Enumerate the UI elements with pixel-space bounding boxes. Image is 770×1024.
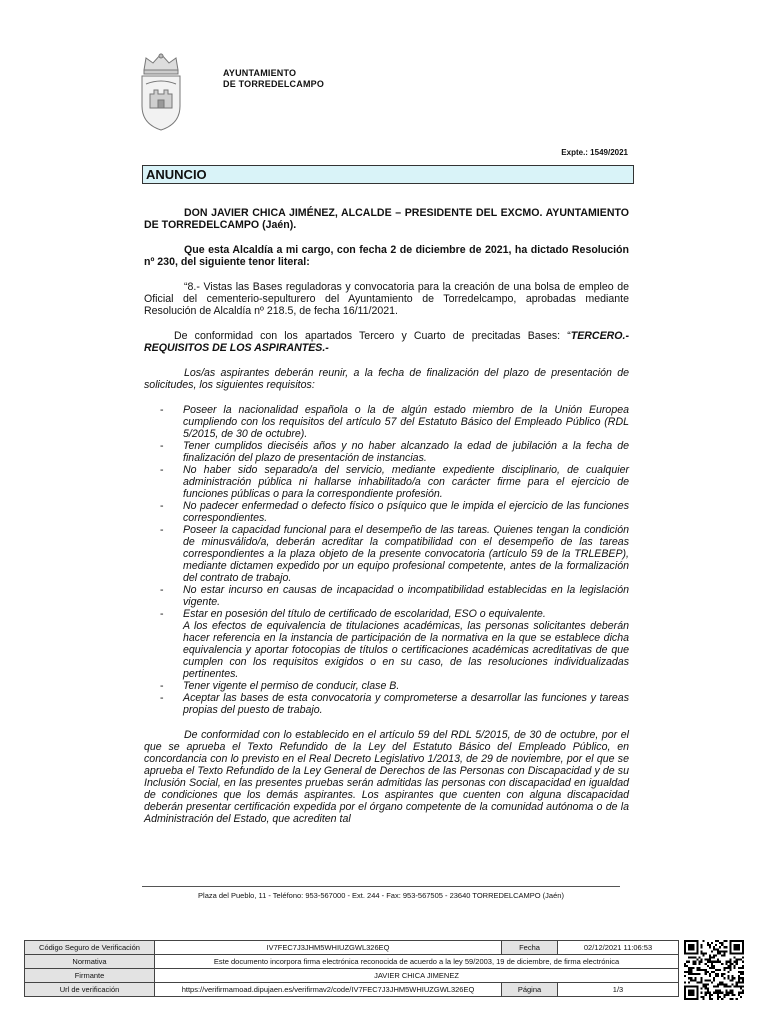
list-dash: -	[160, 464, 164, 476]
requirement-item	[144, 584, 629, 608]
requirement-item	[144, 500, 629, 524]
date-value: 02/12/2021 11:06:53	[558, 941, 679, 955]
requirement-text: Poseer la nacionalidad española o la de algún estado miembro de la Unión Europea cumpliendo con los requisitos del artículo 57 del Estatuto Básico del Empleado Público (RDL 5/2015, de 30 de octubre).	[183, 404, 629, 440]
requirement-text: Estar en posesión del título de certificado de escolaridad, ESO o equivalente.	[183, 608, 546, 620]
list-dash: -	[160, 692, 164, 704]
requirement-item	[144, 680, 629, 692]
list-dash: -	[160, 500, 164, 512]
list-dash: -	[160, 440, 164, 452]
requirements-intro: Los/as aspirantes deberán reunir, a la fecha de finalización del plazo de presentación de solicitudes, los siguientes requisitos:	[144, 367, 629, 391]
page-number: 1/3	[558, 983, 679, 997]
requirement-text: Poseer la capacidad funcional para el desempeño de las tareas. Quienes tengan la condición de minusválido/a, deberán acreditar la compatibilidad con el desempeño de las tareas correspondientes a la plaza objeto de la presente convocatoria (artículo 59 de la TRLEBEP), mediante dictamen expedido por un equipo profesional competente, antes de la formalización del contrato de trabajo.	[183, 524, 629, 584]
footer-divider	[142, 886, 620, 887]
signer-value: JAVIER CHICA JIMENEZ	[155, 969, 679, 983]
signer-label: Firmante	[25, 969, 155, 983]
requirement-text: No padecer enfermedad o defecto físico o psíquico que le impida el ejercicio de las funciones correspondientes.	[183, 500, 629, 524]
csv-value: IV7FEC7J3JHM5WHIUZGWL326EQ	[155, 941, 502, 955]
normativa-value: Este documento incorpora firma electrónica reconocida de acuerdo a la ley 59/2003, 19 de diciembre, de firma electrónica	[155, 955, 679, 969]
normativa-label: Normativa	[25, 955, 155, 969]
requirement-text: A los efectos de equivalencia de titulaciones académicas, las personas solicitantes deberán hacer referencia en la instancia de participación de la normativa en la que se establece dicha equivalencia y aportar fotocopias de títulos o certificaciones académicas acreditativas de que cumplen con los requisitos exigidos o en su caso, de las resoluciones individualizadas pertinentes.	[183, 620, 629, 680]
list-dash: -	[160, 608, 164, 620]
organization-line-2: DE TORREDELCAMPO	[223, 79, 325, 89]
requirement-text: Aceptar las bases de esta convocatoria y comprometerse a desarrollar las funciones y tareas propias del puesto de trabajo.	[183, 692, 629, 716]
resolution-intro: Que esta Alcaldía a mi cargo, con fecha 2 de diciembre de 2021, ha dictado Resolución nº 230, del siguiente tenor literal:	[144, 244, 629, 268]
document-body	[144, 207, 629, 838]
list-dash: -	[160, 680, 164, 692]
footer-address: Plaza del Pueblo, 11 - Teléfono: 953-567000 - Ext. 244 - Fax: 953-567505 - 23640 TORREDELCAMPO (Jaén)	[198, 891, 564, 900]
organization-name	[223, 68, 324, 90]
requirement-text: Tener vigente el permiso de conducir, clase B.	[183, 680, 400, 692]
requirement-text: No haber sido separado/a del servicio, mediante expediente disciplinario, de cualquier administración pública ni hallarse inhabilitado/a con carácter firme para el ejercicio de funciones públicas o para la correspondiente profesión.	[183, 464, 629, 500]
verification-url[interactable]: https://verifirmamoad.dipujaen.es/verifirmav2/code/IV7FEC7J3JHM5WHIUZGWL326EQ	[155, 983, 502, 997]
organization-line-1: AYUNTAMIENTO	[223, 68, 297, 78]
requirement-item	[144, 608, 629, 680]
list-dash: -	[160, 404, 164, 416]
bases-intro: De conformidad con los apartados Tercero y Cuarto de precitadas Bases: “	[174, 330, 571, 342]
requirement-item	[144, 464, 629, 500]
disability-paragraph: De conformidad con lo establecido en el artículo 59 del RDL 5/2015, de 30 de octubre, por el que se aprueba el Texto Refundido de la Ley del Estatuto Básico del Empleado Público, en concordancia con lo previsto en el Real Decreto Legislativo 1/2013, de 29 de noviembre, por el que se aprueba el Texto Refundido de la Ley General de Derechos de las Personas con Discapacidad y de su Inclusión Social, en las presentes pruebas serán admitidas las personas con discapacidad en igualdad de condiciones que los demás aspirantes. Los aspirantes que cuenten con alguna discapacidad deberán presentar certificación expedida por el órgano competente de la comunidad autónoma o de la Administración del Estado, que acrediten tal	[144, 729, 629, 825]
url-label: Url de verificación	[25, 983, 155, 997]
requirement-item	[144, 404, 629, 440]
section-heading: TERCERO.- REQUISITOS DE LOS ASPIRANTES.-	[144, 330, 629, 354]
coat-of-arms-icon	[136, 50, 186, 132]
requirement-item	[144, 440, 629, 464]
bases-paragraph	[144, 330, 629, 354]
list-dash: -	[160, 524, 164, 536]
qr-code-icon[interactable]	[684, 940, 744, 1000]
list-dash: -	[160, 584, 164, 596]
date-label: Fecha	[502, 941, 558, 955]
requirements-list	[144, 404, 629, 716]
requirement-text: Tener cumplidos dieciséis años y no haber alcanzado la edad de jubilación a la fecha de finalización del plazo de presentación de instancias.	[183, 440, 629, 464]
requirement-text: No estar incurso en causas de incapacidad o incompatibilidad establecidas en la legislación vigente.	[183, 584, 629, 608]
document-title: ANUNCIO	[142, 165, 634, 184]
csv-label: Código Seguro de Verificación	[25, 941, 155, 955]
page-label: Página	[502, 983, 558, 997]
requirement-item	[144, 524, 629, 584]
verification-table	[24, 940, 679, 997]
file-number: Expte.: 1549/2021	[561, 148, 628, 157]
mayor-heading: DON JAVIER CHICA JIMÉNEZ, ALCALDE – PRESIDENTE DEL EXCMO. AYUNTAMIENTO DE TORREDELCAMPO (Jaén).	[144, 207, 629, 231]
resolution-text: “8.- Vistas las Bases reguladoras y convocatoria para la creación de una bolsa de empleo de Oficial del cementerio-sepulturero del Ayuntamiento de Torredelcampo, aprobadas mediante Resolución de Alcaldía nº 218.5, de fecha 16/11/2021.	[144, 281, 629, 317]
requirement-item	[144, 692, 629, 716]
